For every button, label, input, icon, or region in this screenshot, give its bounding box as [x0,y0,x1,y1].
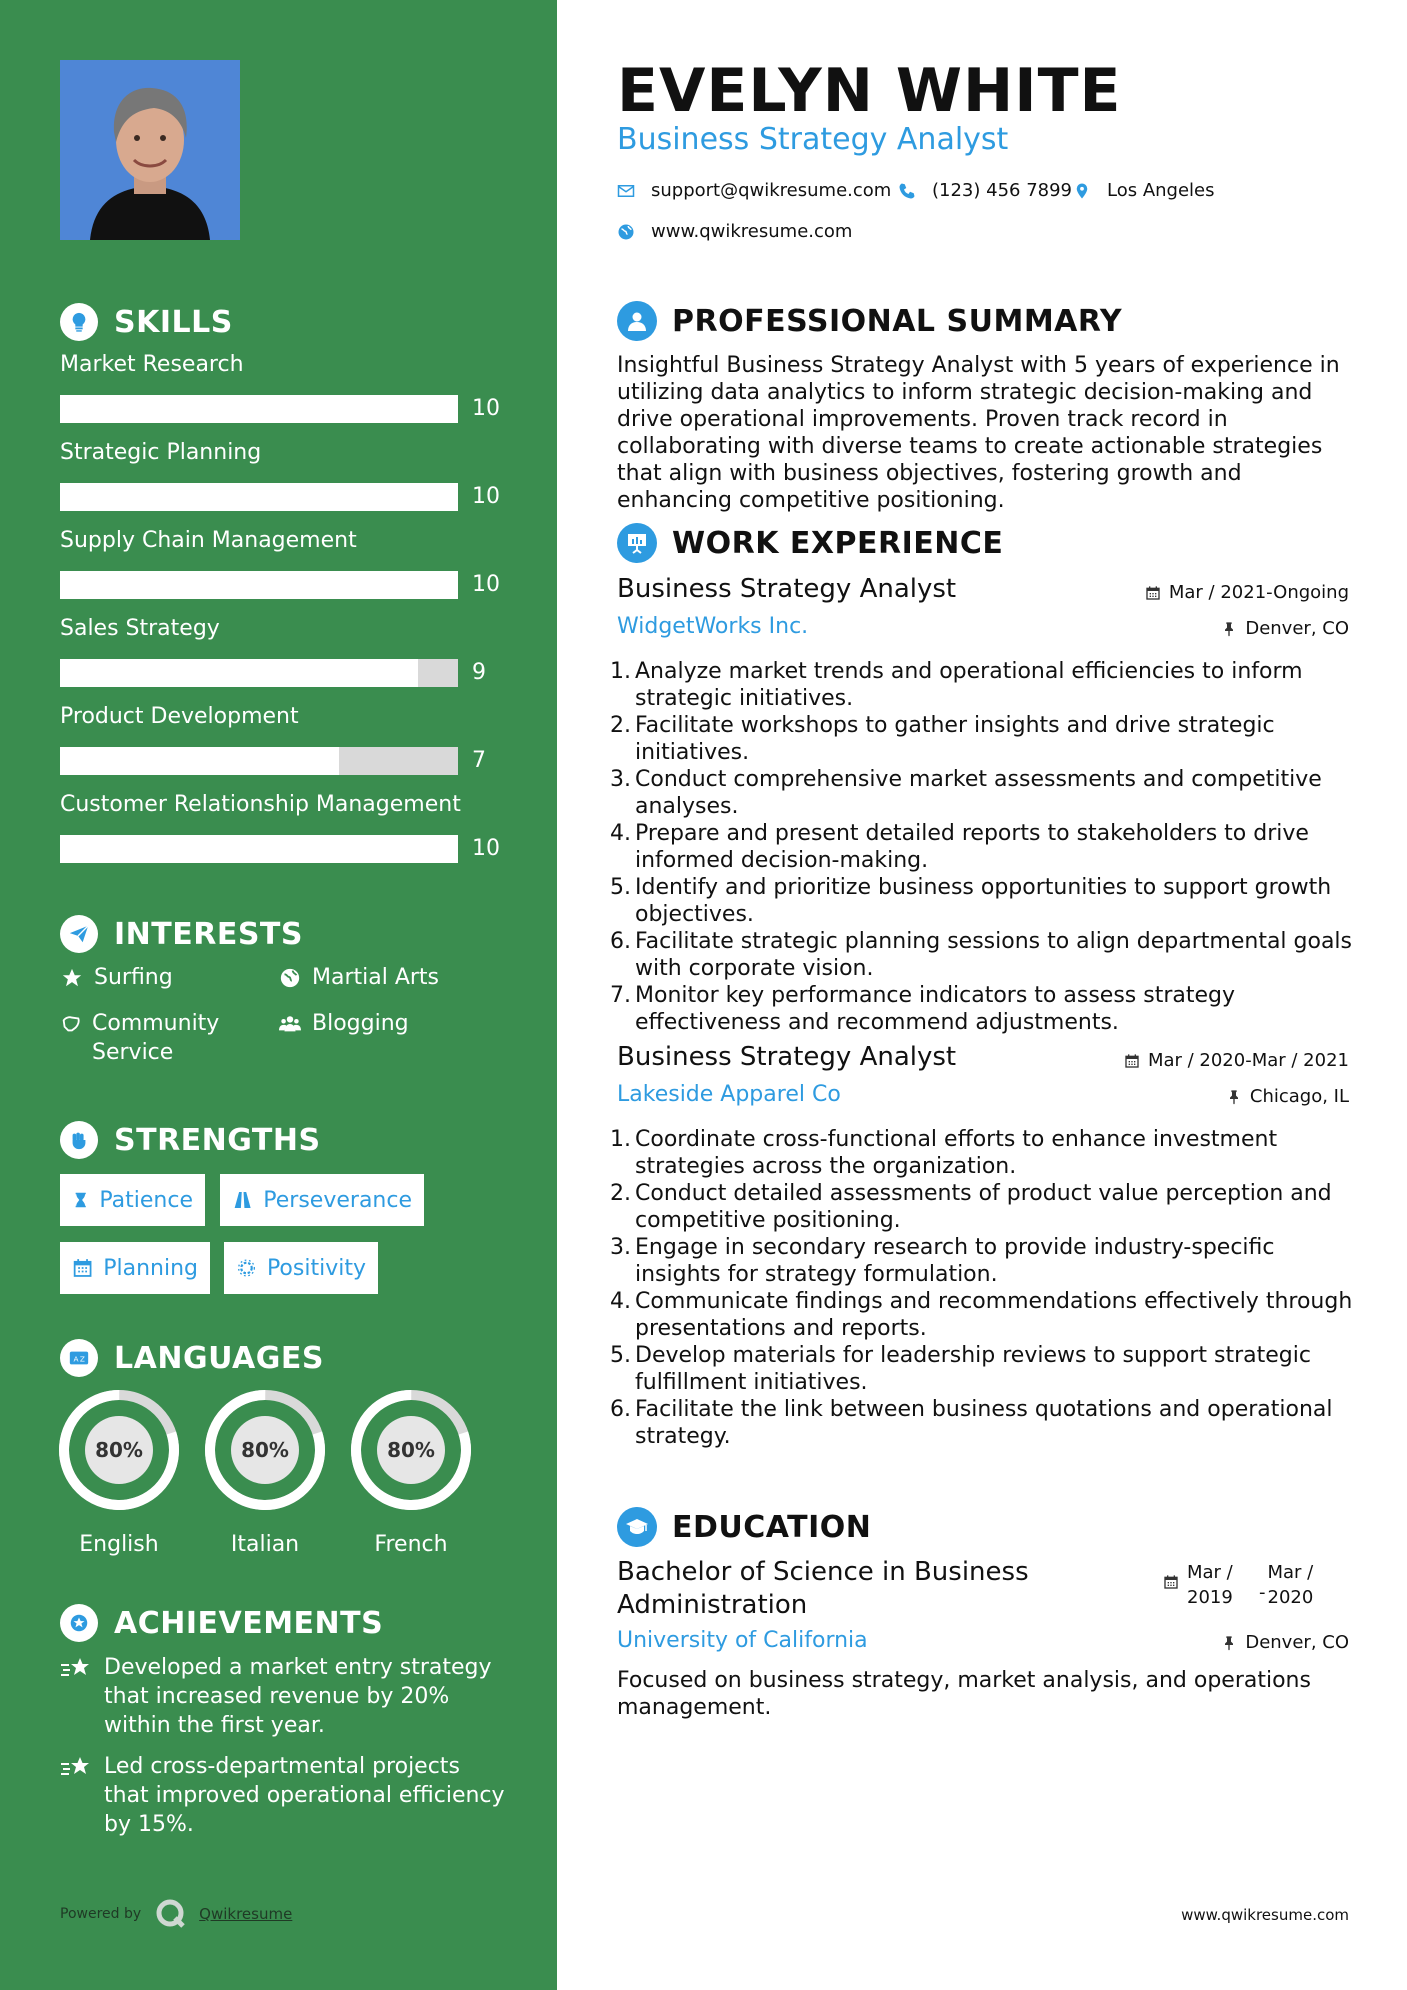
calendar-icon [72,1257,93,1279]
skill-value: 10 [472,484,500,509]
hourglass-icon [72,1189,89,1211]
skill-item [60,350,520,421]
graduation-cap-icon [617,1507,657,1547]
list-item: 2. Conduct detailed assessments of product value perception and competitive positioning. [610,1181,1332,1233]
language-name: Italian [230,1532,300,1557]
duty-text: Engage in secondary research to provide industry-specific insights for strategy formulation. [635,1235,1275,1287]
pushpin-icon [1226,1089,1242,1105]
education-title: EDUCATION [672,1509,872,1545]
company-name: WidgetWorks Inc. [617,614,809,639]
duty-text: Conduct comprehensive market assessments and competitive analyses. [635,767,1322,819]
calendar-icon [1145,585,1161,601]
sidebar [0,0,557,1990]
list-item: 2. Facilitate workshops to gather insights and drive strategic initiatives. [610,713,1275,765]
skill-name: Sales Strategy [60,616,220,641]
summary-title: PROFESSIONAL SUMMARY [672,303,1123,339]
duty-text: Facilitate strategic planning sessions to align departmental goals with corporate vision. [635,929,1353,981]
language-icon [60,1339,98,1377]
skill-value: 10 [472,572,500,597]
pushpin-icon [1221,621,1237,637]
interests-title: INTERESTS [114,916,303,952]
interest-item [60,963,173,992]
skill-bar-fill [60,747,339,775]
company-name: Lakeside Apparel Co [617,1082,841,1107]
skill-bar [60,483,458,511]
skill-bar-fill [60,659,418,687]
skill-bar [60,395,458,423]
duty-text: Facilitate the link between business quotations and operational strategy. [635,1397,1333,1449]
strengths-title: STRENGTHS [114,1122,321,1158]
achievement-item [60,1653,510,1740]
interest-item [278,1009,409,1038]
duty-text: Prepare and present detailed reports to stakeholders to drive informed decision-making. [635,821,1309,873]
education-location-text: Denver, CO [1245,1632,1349,1653]
interest-label: Community Service [92,1011,220,1065]
education-dates [1163,1560,1348,1610]
skills-title: SKILLS [114,304,233,340]
job-title: Business Strategy Analyst [617,574,957,604]
education-start: Mar / 2019 [1187,1562,1233,1608]
skill-value: 10 [472,836,500,861]
website-text: www.qwikresume.com [651,221,853,242]
summary-heading [617,299,1122,343]
duty-text: Monitor key performance indicators to assess strategy effectiveness and recommend adjustments. [635,983,1236,1035]
pushpin-icon [1221,1635,1237,1651]
duty-text: Coordinate cross-functional efforts to enhance investment strategies across the organization. [635,1127,1278,1179]
hand-icon [60,1009,82,1038]
footer-url[interactable]: www.qwikresume.com [1181,1906,1349,1924]
list-item: 6. Facilitate the link between business quotations and operational strategy. [610,1397,1333,1449]
language-item [349,1388,473,1557]
duty-text: Identify and prioritize business opportunities to support growth objectives. [635,875,1332,927]
duty-text: Develop materials for leadership reviews to support strategic fulfillment initiatives. [635,1343,1311,1395]
experience-title: WORK EXPERIENCE [672,525,1004,561]
job-location-text: Denver, CO [1245,618,1349,639]
strength-tag [224,1242,378,1294]
list-item: 5. Develop materials for leadership reviews to support strategic fulfillment initiatives. [610,1343,1311,1395]
achievement-item [60,1752,510,1839]
powered-by [60,1898,292,1930]
language-name: English [79,1532,159,1557]
skill-bar-fill [60,483,458,511]
job-title: Business Strategy Analyst [617,1042,957,1072]
education-location [1221,1632,1349,1653]
list-item: 1. Analyze market trends and operational efficiencies to inform strategic initiatives. [610,659,1303,711]
powered-by-label: Powered by [60,1906,142,1922]
job-dates [1145,582,1349,603]
skill-bar [60,659,458,687]
skill-bar-fill [60,395,458,423]
shooting-star-icon [60,1752,92,1839]
contact-email[interactable] [617,180,891,201]
map-pin-icon [1073,182,1091,200]
skill-item [60,614,520,685]
skill-item [60,438,520,509]
skill-item [60,526,520,597]
qwikresume-link[interactable]: Qwikresume [199,1905,293,1923]
list-item: 3. Conduct comprehensive market assessments and competitive analyses. [610,767,1322,819]
interests-heading [60,914,303,954]
road-icon [232,1189,253,1211]
svg-text:A: A [73,1354,79,1364]
shooting-star-icon [60,1653,92,1740]
language-name: French [374,1532,448,1557]
trophy-star-icon [60,1604,98,1642]
phone-text: (123) 456 7899 [932,180,1073,201]
language-ring [57,1388,181,1512]
school-name: University of California [617,1628,868,1653]
interest-label: Surfing [94,965,173,990]
skill-value: 10 [472,396,500,421]
lightbulb-icon [60,303,98,341]
skill-bar [60,835,458,863]
contact-website[interactable] [617,221,852,242]
svg-text:Z: Z [79,1354,85,1364]
strength-label: Planning [103,1255,198,1281]
job-dates-text: Mar / 2021-Ongoing [1168,582,1349,603]
skill-item [60,702,520,773]
job-dates [1124,1050,1349,1071]
globe-icon [617,223,635,241]
sun-icon [236,1257,257,1279]
strength-label: Perseverance [263,1187,412,1213]
strength-tag [60,1242,210,1294]
location-text: Los Angeles [1107,180,1215,201]
skill-name: Market Research [60,352,244,377]
calendar-icon [1163,1574,1179,1590]
candidate-role: Business Strategy Analyst [617,122,1009,157]
job-location [1226,1086,1349,1107]
achievements-heading [60,1603,383,1643]
skill-bar [60,571,458,599]
skill-value: 7 [472,748,486,773]
education-end: Mar / 2020 [1267,1562,1314,1608]
list-item: 7. Monitor key performance indicators to assess strategy effectiveness and recommend adjustments. [610,983,1236,1035]
skill-value: 9 [472,660,486,685]
job-duties-list [610,1126,1360,1450]
interest-item [60,1009,240,1067]
education-date-separator: - [1259,1582,1266,1603]
user-icon [617,301,657,341]
list-item: 5. Identify and prioritize business opportunities to support growth objectives. [610,875,1332,927]
presentation-icon [617,523,657,563]
list-item: 6. Facilitate strategic planning sessions to align departmental goals with corporate vision. [610,929,1353,981]
strengths-heading [60,1120,321,1160]
achievement-text: Led cross-departmental projects that improved operational efficiency by 15%. [104,1754,505,1837]
language-level: 80% [95,1438,143,1462]
interest-item [278,963,439,992]
education-heading [617,1505,871,1549]
summary-text: Insightful Business Strategy Analyst with 5 years of experience in utilizing data analytics to inform strategic decision-making and drive operational improvements. Proven track record in collaborating with diverse teams to create actionable strategies that align with business objectives, fostering growth and enhancing competitive positioning. [617,353,1340,513]
duty-text: Analyze market trends and operational efficiencies to inform strategic initiatives. [635,659,1303,711]
skill-bar-fill [60,835,458,863]
qwikresume-logo-icon [155,1898,187,1930]
strength-tag [220,1174,424,1226]
job-location-text: Chicago, IL [1249,1086,1349,1107]
envelope-icon [617,182,635,200]
fist-icon [60,1121,98,1159]
skills-heading [60,302,233,342]
email-text: support@qwikresume.com [651,180,892,201]
language-ring [349,1388,473,1512]
language-level: 80% [241,1438,289,1462]
list-item: 4. Communicate findings and recommendations effectively through presentations and reports. [610,1289,1353,1341]
phone-icon [898,182,916,200]
duty-text: Conduct detailed assessments of product value perception and competitive positioning. [635,1181,1332,1233]
duty-text: Communicate findings and recommendations effectively through presentations and reports. [635,1289,1353,1341]
skill-name: Supply Chain Management [60,528,357,553]
languages-heading [60,1338,324,1378]
list-item: 4. Prepare and present detailed reports to stakeholders to drive informed decision-making. [610,821,1309,873]
job-duties-list [610,658,1360,1036]
job-location [1221,618,1349,639]
star-icon [60,963,84,992]
skill-name: Product Development [60,704,299,729]
profile-photo [60,60,240,240]
interest-label: Martial Arts [312,965,440,990]
strength-label: Patience [99,1187,193,1213]
degree-title: Bachelor of Science in Business Administration [617,1557,1029,1620]
calendar-icon [1124,1053,1140,1069]
job-dates-text: Mar / 2020-Mar / 2021 [1147,1050,1349,1071]
language-item [203,1388,327,1557]
globe-icon [278,963,302,992]
languages-title: LANGUAGES [114,1340,324,1376]
users-icon [278,1009,302,1038]
interest-label: Blogging [312,1011,409,1036]
skill-bar-fill [60,571,458,599]
strength-label: Positivity [266,1255,366,1281]
skill-name: Strategic Planning [60,440,262,465]
contact-location [1073,180,1215,201]
experience-heading [617,521,1003,565]
list-item: 1. Coordinate cross-functional efforts to enhance investment strategies across the organization. [610,1127,1278,1179]
achievement-text: Developed a market entry strategy that increased revenue by 20% within the first year. [104,1655,492,1738]
paper-plane-icon [60,915,98,953]
education-description: Focused on business strategy, market analysis, and operations management. [617,1668,1311,1720]
language-ring [203,1388,327,1512]
achievements-title: ACHIEVEMENTS [114,1605,384,1641]
skill-name: Customer Relationship Management [60,792,461,817]
language-level: 80% [387,1438,435,1462]
list-item: 3. Engage in secondary research to provide industry-specific insights for strategy formulation. [610,1235,1275,1287]
duty-text: Facilitate workshops to gather insights and drive strategic initiatives. [635,713,1275,765]
candidate-name: EVELYN WHITE [617,56,1122,126]
contact-phone[interactable] [898,180,1072,201]
skill-item [60,790,520,861]
strength-tag [60,1174,205,1226]
skill-bar [60,747,458,775]
language-item [57,1388,181,1557]
